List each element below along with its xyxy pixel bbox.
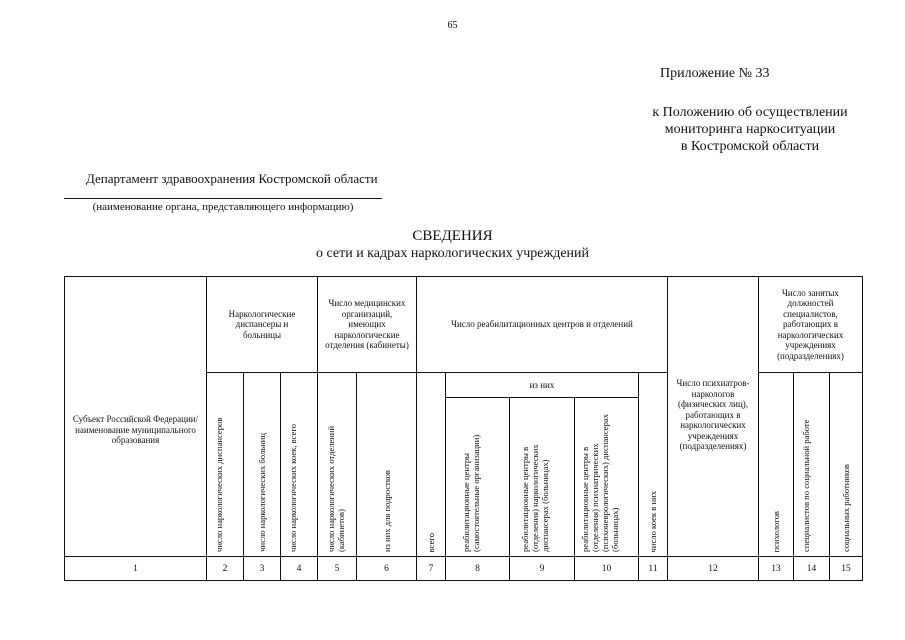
col-dispensaries: число наркологических диспансеров xyxy=(214,417,224,552)
col-beds-total: число наркологических коек, всего xyxy=(288,424,298,552)
col-social-specialists: специалистов по социальной работе xyxy=(800,419,811,552)
column-number: 15 xyxy=(841,563,851,574)
column-number: 2 xyxy=(222,563,228,574)
med-orgs-group-header: Число медицинских организаций, имеющих наркологические отделения (кабинеты) xyxy=(325,298,409,351)
dispensaries-group-header: Наркологические диспансеры и больницы xyxy=(228,308,296,340)
column-number: 12 xyxy=(708,563,718,574)
column-number: 8 xyxy=(475,563,480,574)
department-caption: (наименование органа, представляющего информацию) xyxy=(92,201,354,213)
department-name: Департамент здравоохранения Костромской области xyxy=(86,171,378,186)
column-number: 3 xyxy=(259,563,265,574)
column-number: 4 xyxy=(296,563,302,574)
specialists-group-header: Число занятых должностей специалистов, работающих в наркологических учреждениях (подразделениях) xyxy=(777,287,844,361)
rehab-group-header: Число реабилитационных центров и отделений xyxy=(451,319,633,330)
col-departments: число наркологических отделений (кабинетов) xyxy=(326,425,346,552)
col-rehab-psych: реабилитационные центры в (отделения) психиатрических (психоневрологических) диспансерах (больницах) xyxy=(579,414,620,552)
document-title: СВЕДЕНИЯ xyxy=(412,228,493,244)
column-number: 14 xyxy=(806,563,817,574)
col-beds-in-them: число коек в них xyxy=(648,490,658,552)
col-social-workers: социальных работников xyxy=(841,464,851,552)
subject-header: Субъект Российской Федерации/ наименование муниципального образования xyxy=(72,414,199,446)
document-subtitle: о сети и кадрах наркологических учреждений xyxy=(315,246,590,261)
appendix-label: Приложение № 33 xyxy=(660,66,770,81)
column-number: 7 xyxy=(428,563,434,574)
column-number: 9 xyxy=(539,563,545,574)
col-hospitals: число наркологических больниц xyxy=(257,433,267,552)
column-number: 6 xyxy=(384,563,389,574)
col-adolescents: из них для подростков xyxy=(381,469,392,552)
col-rehab-total: всего xyxy=(426,532,436,552)
psychiatrists-header: Число психиатров-наркологов (физических лиц), работающих в наркологических учреждениях (подразделениях) xyxy=(676,378,750,452)
column-number: 13 xyxy=(771,563,781,574)
column-number: 11 xyxy=(648,563,658,574)
page-number: 65 xyxy=(447,20,458,31)
reference-line-2: мониторинга наркоситуации xyxy=(664,122,836,137)
col-rehab-narco: реабилитационные центры в (отделения) наркологических диспансерах (больницах) xyxy=(520,444,550,552)
column-number: 1 xyxy=(133,563,138,574)
column-number: 5 xyxy=(334,563,340,574)
col-psychologists: психологов xyxy=(771,510,781,552)
reference-line-3: в Костромской области xyxy=(680,139,820,154)
column-number: 10 xyxy=(601,563,612,574)
col-rehab-independent: реабилитационные центры (самостоятельные организации) xyxy=(460,434,481,552)
reference-line-1: к Положению об осуществлении xyxy=(652,105,848,120)
of-them-subheader: из них xyxy=(529,379,555,390)
